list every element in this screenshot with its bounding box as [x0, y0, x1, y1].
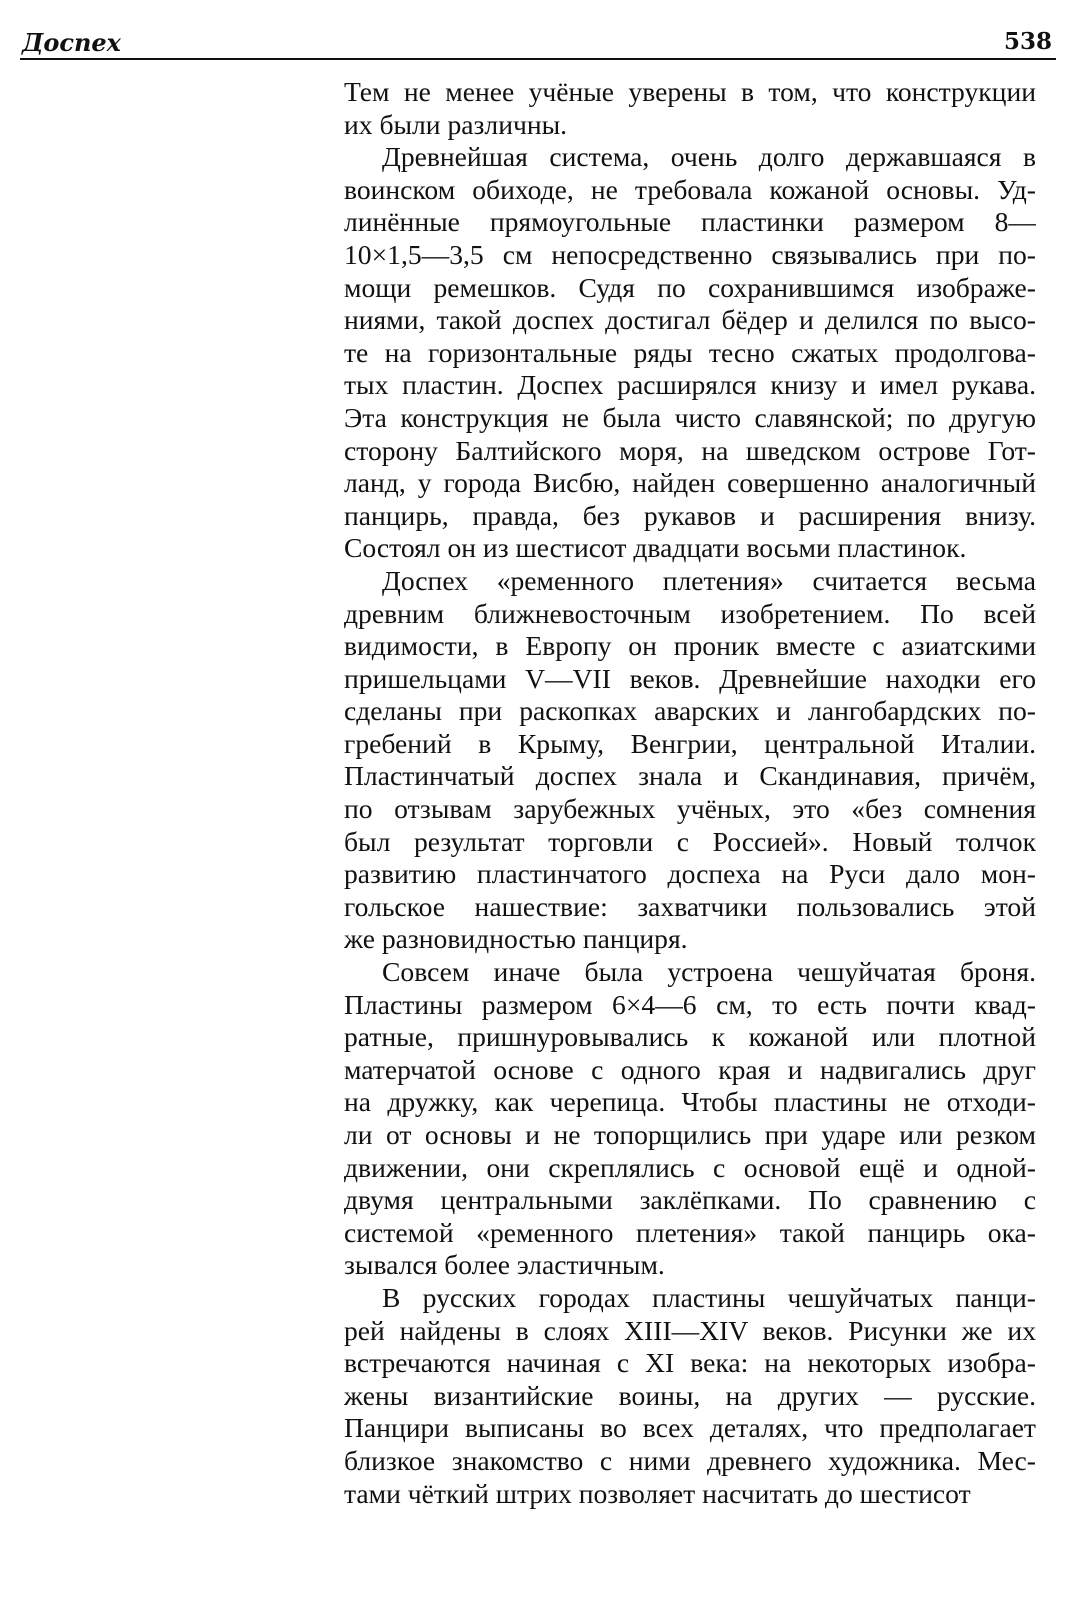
- text-line: Пластины размером 6×4—6 см, то есть почти квад-: [344, 988, 1036, 1020]
- text-line: сделаны при раскопках аварских и лангобардских по-: [344, 695, 1036, 727]
- text-line: гребений в Крыму, Венгрии, центральной Италии.: [344, 727, 1036, 759]
- text-line: системой «ременного плетения» такой панцирь ока-: [344, 1216, 1036, 1248]
- text-line: зывался более эластичным.: [344, 1249, 665, 1281]
- text-line: матерчатой основе с одного края и надвигались друг: [344, 1053, 1036, 1085]
- paragraph: [344, 76, 1036, 141]
- text-line: близкое знакомство с ними древнего художника. Мес-: [344, 1444, 1036, 1476]
- text-line: ли от основы и не топорщились при ударе или резком: [344, 1119, 1036, 1150]
- text-line: Древнейшая система, очень долго державшаяся в: [382, 141, 1036, 173]
- text-line: Эта конструкция не была чисто славянской; по другую: [344, 401, 1036, 433]
- text-line: В русских городах пластины чешуйчатых панци-: [382, 1281, 1036, 1313]
- text-line: тых пластин. Доспех расширялся книзу и имел рукава.: [344, 369, 1036, 401]
- text-line: по отзывам зарубежных учёных, это «без сомнения: [344, 793, 1036, 825]
- text-line: Доспех «ременного плетения» считается весьма: [382, 564, 1036, 596]
- text-line: воинском обиходе, не требовала кожаной основы. Уд-: [344, 173, 1036, 205]
- text-line: жены византийские воины, на других — русские.: [344, 1379, 1036, 1411]
- text-line: тами чёткий штрих позволяет насчитать до шестисот: [344, 1477, 971, 1509]
- text-line: Панцири выписаны во всех деталях, что предполагает: [344, 1412, 1036, 1444]
- paragraph: [344, 141, 1036, 565]
- text-line: те на горизонтальные ряды тесно сжатых продолгова-: [344, 336, 1036, 368]
- text-line: рей найдены в слоях XIII—XIV веков. Рисунки же их: [344, 1314, 1036, 1346]
- text-line: видимости, в Европу он проник вместе с азиатскими: [344, 630, 1036, 662]
- text-line: развитию пластинчатого доспеха на Руси дало мон-: [344, 858, 1036, 890]
- running-header: [20, 18, 1056, 60]
- body-text: [344, 76, 1036, 1510]
- page-number: 538: [1003, 28, 1052, 55]
- text-line: древним ближневосточным изобретением. По всей: [344, 597, 1036, 629]
- text-line: движении, они скреплялись с основой ещё и одной-: [344, 1151, 1036, 1183]
- text-line: был результат торговли с Россией». Новый толчок: [344, 825, 1036, 857]
- text-line: пришельцами V—VII веков. Древнейшие находки его: [344, 662, 1036, 694]
- text-line: Состоял он из шестисот двадцати восьми пластинок.: [344, 532, 967, 564]
- text-line: их были различны.: [344, 108, 568, 140]
- text-line: ланд, у города Висбю, найден совершенно аналогичный: [344, 467, 1036, 499]
- text-line: 10×1,5—3,5 см непосредственно связывались при по-: [344, 238, 1036, 270]
- text-line: сторону Балтийского моря, на шведском острове Гот-: [344, 434, 1036, 466]
- paragraph: [344, 565, 1036, 956]
- text-line: двумя центральными заклёпками. По сравнению с: [344, 1184, 1036, 1216]
- paragraph: [344, 1282, 1036, 1510]
- text-line: линённые прямоугольные пластинки размером 8—: [344, 206, 1036, 238]
- text-line: гольское нашествие: захватчики пользовались этой: [344, 890, 1036, 922]
- paragraph: [344, 956, 1036, 1282]
- text-line: же разновидностью панциря.: [344, 923, 688, 955]
- running-title: Доспех: [22, 28, 121, 57]
- text-line: на дружку, как черепица. Чтобы пластины не отходи-: [344, 1086, 1036, 1118]
- text-line: встречаются начиная с XI века: на некоторых изобра-: [344, 1347, 1036, 1379]
- text-line: ниями, такой доспех достигал бёдер и делился по высо-: [344, 304, 1036, 336]
- text-line: мощи ремешков. Судя по сохранившимся изображе-: [344, 271, 1036, 303]
- text-line: Тем не менее учёные уверены в том, что конструкции: [344, 76, 1036, 107]
- text-line: Пластинчатый доспех знала и Скандинавия, причём,: [344, 760, 1036, 792]
- text-line: ратные, пришнуровывались к кожаной или плотной: [344, 1021, 1036, 1053]
- text-line: Совсем иначе была устроена чешуйчатая броня.: [382, 956, 1036, 988]
- text-line: панцирь, правда, без рукавов и расширения внизу.: [344, 499, 1036, 531]
